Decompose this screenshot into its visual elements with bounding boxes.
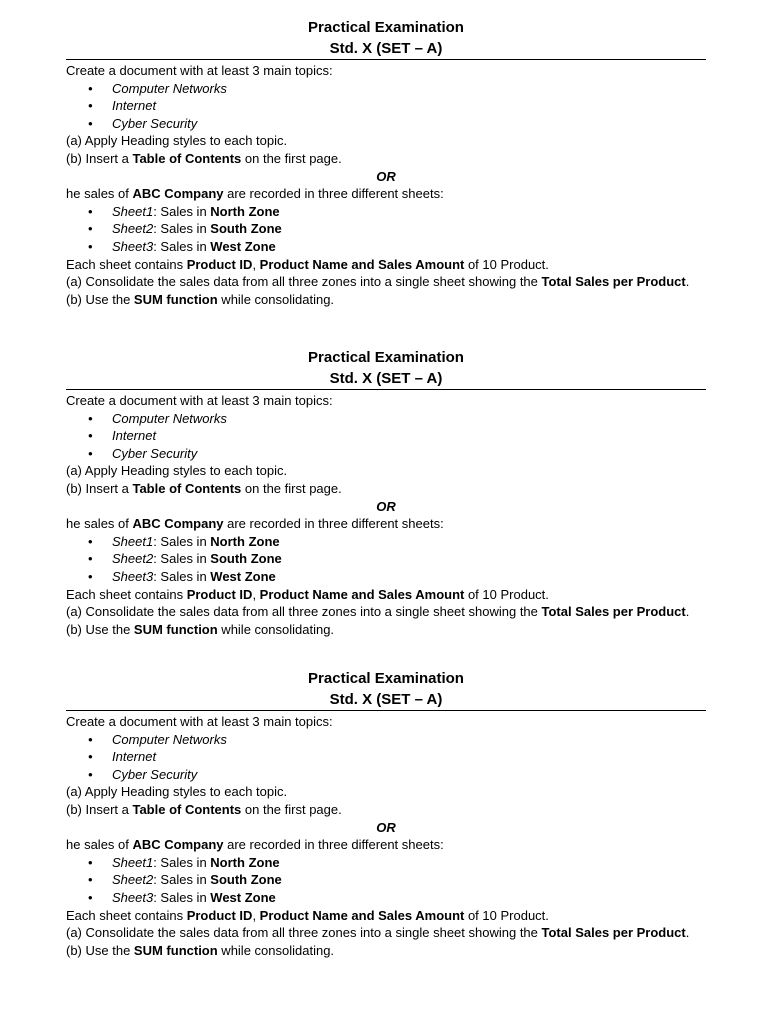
sheet-desc: : Sales in: [153, 533, 211, 549]
task-intro: Create a document with at least 3 main topics:: [66, 714, 333, 729]
sum-prefix: (b) Use the: [66, 942, 134, 958]
contains-suffix: of 10 Product.: [464, 586, 549, 602]
step-a: (a) Apply Heading styles to each topic.: [66, 784, 288, 800]
consolidate-suffix: .: [685, 604, 690, 620]
sheet-contents: [66, 586, 706, 604]
topic-item: • Internet: [66, 97, 706, 115]
sum-bold: SUM function: [133, 621, 218, 637]
exam-section-2: [66, 347, 706, 638]
topic-item: • Computer Networks: [66, 80, 706, 98]
sheet-zone: North Zone: [210, 533, 280, 549]
topic-item: • Cyber Security: [66, 445, 706, 463]
sheet-contents: [66, 907, 706, 925]
sheet-item: [66, 871, 706, 889]
sheet-desc: : Sales in: [153, 221, 211, 237]
sum-bold: SUM function: [133, 942, 218, 958]
sales-company: ABC Company: [132, 516, 224, 532]
step-b-prefix: (b) Insert a: [66, 480, 133, 496]
sum-suffix: while consolidating.: [217, 942, 335, 958]
sheet-name: Sheet1: [112, 533, 154, 549]
sheet-desc: : Sales in: [153, 568, 211, 584]
step-b: [66, 480, 706, 498]
topic-item: • Internet: [66, 748, 706, 766]
sheet-desc: : Sales in: [153, 203, 211, 219]
exam-subtitle: Std. X (SET – A): [329, 370, 443, 387]
sheet-desc: : Sales in: [153, 889, 211, 905]
contains-product-id: Product ID: [186, 907, 253, 923]
sheet-item: [66, 533, 706, 551]
task-intro: Create a document with at least 3 main topics:: [66, 393, 333, 408]
title-divider: [66, 710, 706, 711]
sheet-name: Sheet2: [112, 221, 154, 237]
sheet-name: Sheet3: [112, 238, 154, 254]
exam-section-3: [66, 668, 706, 959]
sales-prefix: he sales of: [66, 186, 133, 202]
sheet-name: Sheet3: [112, 889, 154, 905]
sales-company: ABC Company: [132, 837, 224, 853]
sheet-item: [66, 889, 706, 907]
sales-prefix: he sales of: [66, 837, 133, 853]
topic-item: • Computer Networks: [66, 731, 706, 749]
sheet-name: Sheet1: [112, 203, 154, 219]
step-b-suffix: on the first page.: [241, 480, 342, 496]
sales-prefix: he sales of: [66, 516, 133, 532]
task-intro: Create a document with at least 3 main topics:: [66, 63, 333, 78]
or-separator: OR: [376, 819, 396, 835]
sum-step: [66, 291, 706, 309]
sheet-item: [66, 568, 706, 586]
sheet-desc: : Sales in: [153, 551, 211, 567]
exam-section-1: [66, 17, 706, 308]
sales-company: ABC Company: [132, 186, 224, 202]
exam-title: Practical Examination: [308, 19, 464, 36]
step-b-prefix: (b) Insert a: [66, 801, 133, 817]
contains-suffix: of 10 Product.: [464, 256, 549, 272]
sheet-zone: West Zone: [210, 889, 276, 905]
step-b: [66, 801, 706, 819]
sheet-zone: West Zone: [210, 568, 276, 584]
sheet-zone: South Zone: [210, 221, 282, 237]
sheet-name: Sheet3: [112, 568, 154, 584]
contains-suffix: of 10 Product.: [464, 907, 549, 923]
sum-bold: SUM function: [133, 291, 218, 307]
or-separator: OR: [376, 168, 396, 184]
step-b: [66, 150, 706, 168]
step-a: (a) Apply Heading styles to each topic.: [66, 463, 288, 479]
contains-fields: Product Name and Sales Amount: [259, 586, 465, 602]
contains-product-id: Product ID: [186, 256, 253, 272]
contains-product-id: Product ID: [186, 586, 253, 602]
title-divider: [66, 59, 706, 60]
sales-intro: [66, 836, 706, 854]
step-b-suffix: on the first page.: [241, 801, 342, 817]
sheet-desc: : Sales in: [153, 854, 211, 870]
sheet-desc: : Sales in: [153, 872, 211, 888]
topic-item: • Cyber Security: [66, 766, 706, 784]
sheet-name: Sheet2: [112, 551, 154, 567]
exam-title: Practical Examination: [308, 349, 464, 366]
sheet-zone: South Zone: [210, 872, 282, 888]
contains-fields: Product Name and Sales Amount: [259, 256, 465, 272]
sheet-item: [66, 203, 706, 221]
exam-subtitle: Std. X (SET – A): [329, 691, 443, 708]
sheet-contents: [66, 256, 706, 274]
consolidate-prefix: (a) Consolidate the sales data from all three zones into a single sheet showing the: [66, 925, 542, 941]
sheet-item: [66, 550, 706, 568]
consolidate-suffix: .: [685, 925, 690, 941]
sum-prefix: (b) Use the: [66, 291, 134, 307]
sales-suffix: are recorded in three different sheets:: [223, 516, 444, 532]
consolidate-bold: Total Sales per Product: [541, 925, 686, 941]
contains-fields: Product Name and Sales Amount: [259, 907, 465, 923]
sum-suffix: while consolidating.: [217, 291, 335, 307]
topic-item: • Internet: [66, 427, 706, 445]
exam-subtitle: Std. X (SET – A): [329, 40, 443, 57]
consolidate-bold: Total Sales per Product: [541, 274, 686, 290]
consolidate-step: [66, 603, 706, 621]
contains-prefix: Each sheet contains: [66, 907, 187, 923]
step-b-bold: Table of Contents: [132, 150, 242, 166]
consolidate-prefix: (a) Consolidate the sales data from all three zones into a single sheet showing the: [66, 604, 542, 620]
step-b-bold: Table of Contents: [132, 480, 242, 496]
sheet-item: [66, 238, 706, 256]
sheet-name: Sheet2: [112, 872, 154, 888]
topic-item: • Computer Networks: [66, 410, 706, 428]
sheet-zone: North Zone: [210, 854, 280, 870]
step-b-bold: Table of Contents: [132, 801, 242, 817]
sum-step: [66, 621, 706, 639]
sheet-zone: South Zone: [210, 551, 282, 567]
step-b-prefix: (b) Insert a: [66, 150, 133, 166]
or-separator: OR: [376, 498, 396, 514]
sheet-name: Sheet1: [112, 854, 154, 870]
step-a: (a) Apply Heading styles to each topic.: [66, 133, 288, 149]
sum-suffix: while consolidating.: [217, 621, 335, 637]
consolidate-bold: Total Sales per Product: [541, 604, 686, 620]
contains-prefix: Each sheet contains: [66, 586, 187, 602]
sheet-zone: West Zone: [210, 238, 276, 254]
sheet-item: [66, 854, 706, 872]
sheet-zone: North Zone: [210, 203, 280, 219]
consolidate-suffix: .: [685, 274, 690, 290]
sales-suffix: are recorded in three different sheets:: [223, 837, 444, 853]
consolidate-step: [66, 273, 706, 291]
sales-suffix: are recorded in three different sheets:: [223, 186, 444, 202]
consolidate-prefix: (a) Consolidate the sales data from all three zones into a single sheet showing the: [66, 274, 542, 290]
sheet-desc: : Sales in: [153, 238, 211, 254]
consolidate-step: [66, 924, 706, 942]
topic-item: • Cyber Security: [66, 115, 706, 133]
contains-sep: ,: [252, 256, 260, 272]
contains-prefix: Each sheet contains: [66, 256, 187, 272]
title-divider: [66, 389, 706, 390]
exam-title: Practical Examination: [308, 670, 464, 687]
step-b-suffix: on the first page.: [241, 150, 342, 166]
sheet-item: [66, 220, 706, 238]
contains-sep: ,: [252, 586, 260, 602]
sales-intro: [66, 185, 706, 203]
sum-step: [66, 942, 706, 960]
contains-sep: ,: [252, 907, 260, 923]
sales-intro: [66, 515, 706, 533]
sum-prefix: (b) Use the: [66, 621, 134, 637]
